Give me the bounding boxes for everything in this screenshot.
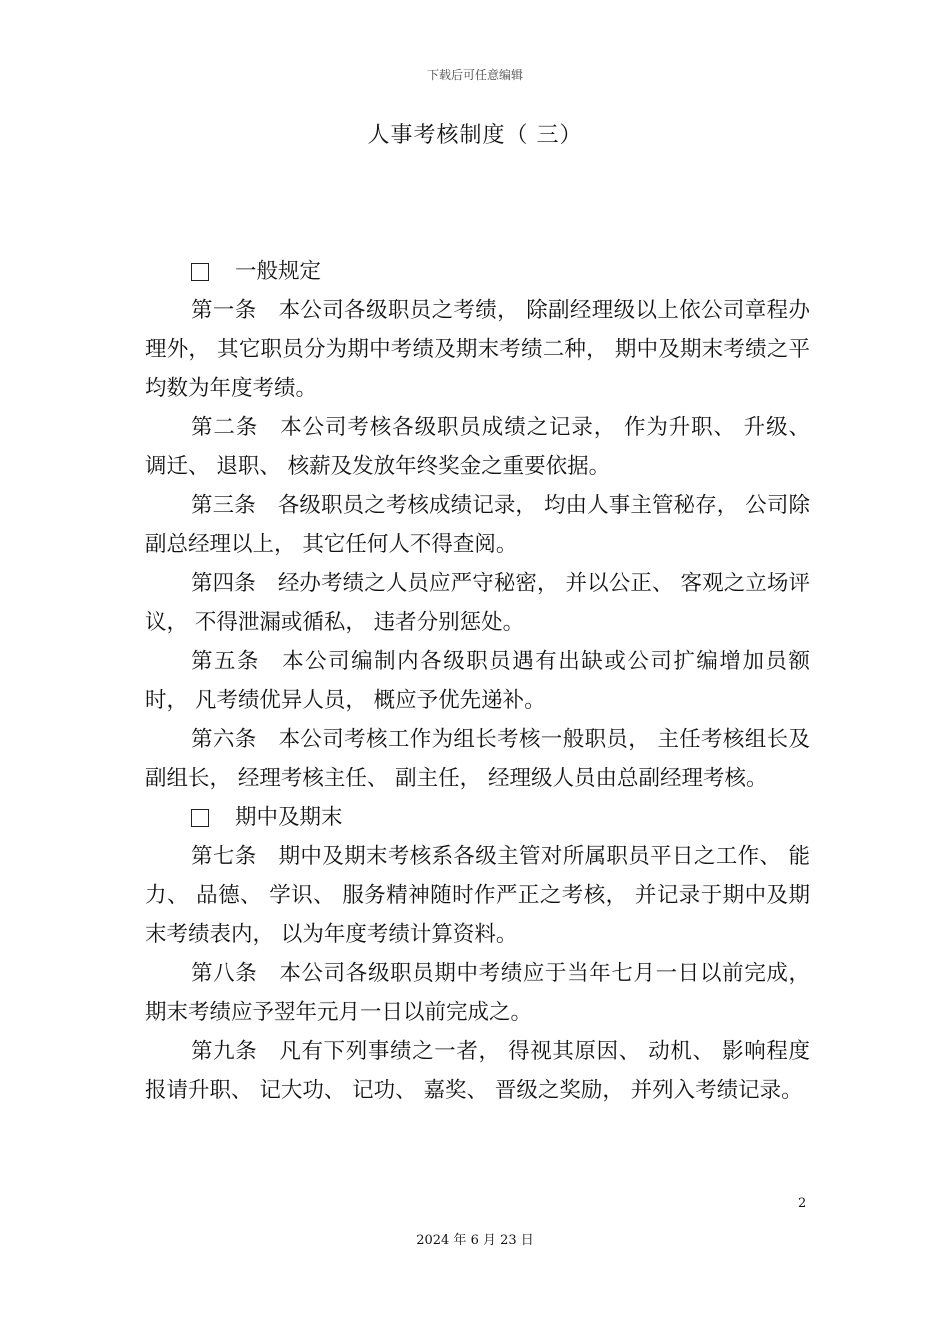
article-6	[145, 720, 810, 798]
document-title: 人事考核制度（ 三）	[367, 123, 583, 148]
article-text: 期中及期末考核系各级主管对所属职员平日之工作、 能力、 品德、 学识、 服务精神随时作严正之考核， 并记录于期中及期末考绩表内， 以为年度考绩计算资料。	[145, 844, 810, 947]
article-number: 第八条	[191, 961, 258, 986]
article-text: 本公司编制内各级职员遇有出缺或公司扩编增加员额时， 凡考绩优异人员， 概应予优先递补。	[145, 649, 810, 713]
article-text: 凡有下列事绩之一者， 得视其原因、 动机、 影响程度报请升职、 记大功、 记功、 嘉奖、 晋级之奖励， 并列入考绩记录。	[145, 1039, 810, 1103]
article-text: 本公司各级职员期中考绩应于当年七月一日以前完成， 期末考绩应予翌年元月一日以前完成之。	[145, 961, 810, 1025]
article-5	[145, 642, 810, 720]
section-heading-general	[145, 252, 810, 291]
article-number: 第九条	[191, 1039, 258, 1064]
article-number: 第七条	[191, 844, 257, 869]
article-number: 第五条	[191, 649, 261, 674]
article-4	[145, 564, 810, 642]
article-1	[145, 291, 810, 408]
checkbox-icon	[191, 809, 209, 827]
article-text: 本公司考核各级职员成绩之记录， 作为升职、 升级、 调迁、 退职、 核薪及发放年终奖金之重要依据。	[145, 415, 810, 479]
article-text: 本公司各级职员之考绩， 除副经理级以上依公司章程办理外， 其它职员分为期中考绩及期末考绩二种， 期中及期末考绩之平均数为年度考绩。	[145, 298, 810, 401]
article-8	[145, 954, 810, 1032]
article-number: 第二条	[191, 415, 259, 440]
footer-date: 2024 年 6 月 23 日	[416, 1233, 534, 1248]
article-7	[145, 837, 810, 954]
section-title: 期中及期末	[235, 805, 343, 830]
document-body	[145, 252, 810, 1110]
article-3	[145, 486, 810, 564]
article-text: 各级职员之考核成绩记录， 均由人事主管秘存， 公司除副总经理以上， 其它任何人不得查阅。	[145, 493, 810, 557]
page-number: 2	[798, 1196, 807, 1211]
article-number: 第四条	[191, 571, 256, 596]
article-text: 本公司考核工作为组长考核一般职员， 主任考核组长及副组长， 经理考核主任、 副主任， 经理级人员由总副经理考核。	[145, 727, 810, 791]
article-number: 第三条	[191, 493, 256, 518]
article-9	[145, 1032, 810, 1110]
section-heading-midterm	[145, 798, 810, 837]
header-note: 下载后可任意编辑	[426, 68, 523, 82]
section-title: 一般规定	[235, 259, 322, 284]
article-number: 第六条	[191, 727, 257, 752]
article-number: 第一条	[191, 298, 257, 323]
article-text: 经办考绩之人员应严守秘密， 并以公正、 客观之立场评议， 不得泄漏或循私， 违者分别惩处。	[145, 571, 810, 635]
checkbox-icon	[191, 263, 209, 281]
article-2	[145, 408, 810, 486]
